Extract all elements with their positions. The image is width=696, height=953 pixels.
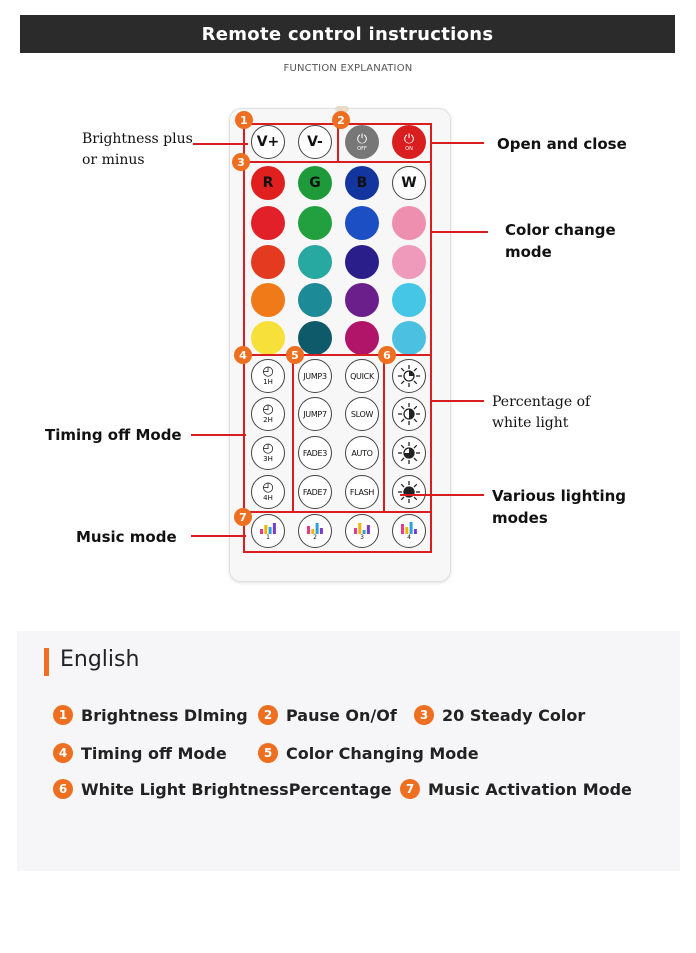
mode-label: QUICK xyxy=(350,371,374,381)
timer-label: 3H xyxy=(263,455,273,463)
connector-music xyxy=(191,535,246,537)
badge-5: 5 xyxy=(286,346,304,364)
page-subtitle: FUNCTION EXPLANATION xyxy=(283,63,413,74)
legend-badge: 4 xyxy=(53,743,73,763)
timer-label: 1H xyxy=(263,378,273,386)
mode-label: JUMP3 xyxy=(303,371,327,381)
clock-icon: ◴ xyxy=(262,402,274,417)
group-box-modes xyxy=(292,354,385,513)
badge-2: 2 xyxy=(332,111,350,129)
english-accent-bar xyxy=(44,648,49,676)
connector-white xyxy=(432,400,484,402)
legend-item xyxy=(258,705,397,725)
brightness-down-label: V- xyxy=(307,134,323,150)
annotation-brightness: Brightness plus or minus xyxy=(82,131,193,168)
badge-4: 4 xyxy=(234,346,252,364)
annotation-lighting: Various lighting modes xyxy=(492,487,627,527)
annotation-color-change: Color change mode xyxy=(505,221,616,261)
legend-badge: 2 xyxy=(258,705,278,725)
clock-icon: ◴ xyxy=(262,441,274,456)
legend-badge: 1 xyxy=(53,705,73,725)
annotation-music: Music mode xyxy=(76,528,177,546)
legend-badge: 7 xyxy=(400,779,420,799)
annotation-white-light: Percentage of white light xyxy=(492,394,591,431)
page-title: Remote control instructions xyxy=(201,23,494,45)
legend-item xyxy=(53,779,392,799)
timer-label: 4H xyxy=(263,494,273,502)
legend-badge: 6 xyxy=(53,779,73,799)
legend-text: 20 Steady Color xyxy=(442,705,586,725)
music-mode-label: 2 xyxy=(313,533,317,541)
badge-1: 1 xyxy=(235,111,253,129)
clock-icon: ◴ xyxy=(262,364,274,379)
brightness-up-label: V+ xyxy=(256,134,280,150)
power-on-label: ON xyxy=(405,145,413,152)
group-box-white xyxy=(383,354,432,513)
connector-power xyxy=(432,142,484,144)
connector-timing xyxy=(191,434,246,436)
timer-label: 2H xyxy=(263,416,273,424)
legend-text: Music Activation Mode xyxy=(428,779,632,799)
legend-text: White Light BrightnessPercentage xyxy=(81,779,392,799)
legend-badge: 5 xyxy=(258,743,278,763)
power-icon: ⏻ xyxy=(356,131,368,147)
page-title-bar xyxy=(20,15,675,53)
color-label: G xyxy=(309,175,321,191)
legend-item xyxy=(414,705,585,725)
connector-lighting xyxy=(400,494,484,496)
badge-6: 6 xyxy=(378,346,396,364)
mode-label: FADE3 xyxy=(302,448,328,458)
clock-icon: ◴ xyxy=(262,480,274,495)
color-label: B xyxy=(356,175,368,191)
legend-item xyxy=(400,779,632,799)
legend-item xyxy=(258,743,479,763)
color-label: R xyxy=(262,175,274,191)
annotation-open-close: Open and close xyxy=(497,135,627,153)
annotation-timing-off: Timing off Mode xyxy=(45,426,182,444)
music-mode-label: 4 xyxy=(407,533,411,541)
group-box-power xyxy=(337,123,432,163)
badge-3: 3 xyxy=(232,153,250,171)
legend-item xyxy=(53,705,248,725)
legend-text: Timing off Mode xyxy=(81,743,227,763)
music-mode-label: 3 xyxy=(360,533,364,541)
group-box-timers xyxy=(243,354,294,513)
connector-color xyxy=(432,231,488,233)
group-box-brightness xyxy=(243,123,339,163)
power-off-label: OFF xyxy=(357,145,367,152)
legend-text: Pause On/Of xyxy=(286,705,397,725)
badge-7: 7 xyxy=(234,508,252,526)
mode-label: FADE7 xyxy=(302,487,328,497)
mode-label: JUMP7 xyxy=(303,409,327,419)
mode-label: AUTO xyxy=(351,448,373,458)
group-box-music xyxy=(243,511,432,553)
group-box-colors xyxy=(243,161,432,356)
english-title: English xyxy=(60,647,140,672)
color-label: W xyxy=(401,175,417,191)
music-mode-label: 1 xyxy=(266,533,270,541)
mode-label: FLASH xyxy=(349,487,375,497)
legend-item xyxy=(53,743,227,763)
legend-text: Brightness Dlming xyxy=(81,705,248,725)
legend-badge: 3 xyxy=(414,705,434,725)
legend-text: Color Changing Mode xyxy=(286,743,479,763)
connector-brightness xyxy=(193,143,248,145)
power-icon: ⏻ xyxy=(403,131,415,147)
mode-label: SLOW xyxy=(350,409,374,419)
